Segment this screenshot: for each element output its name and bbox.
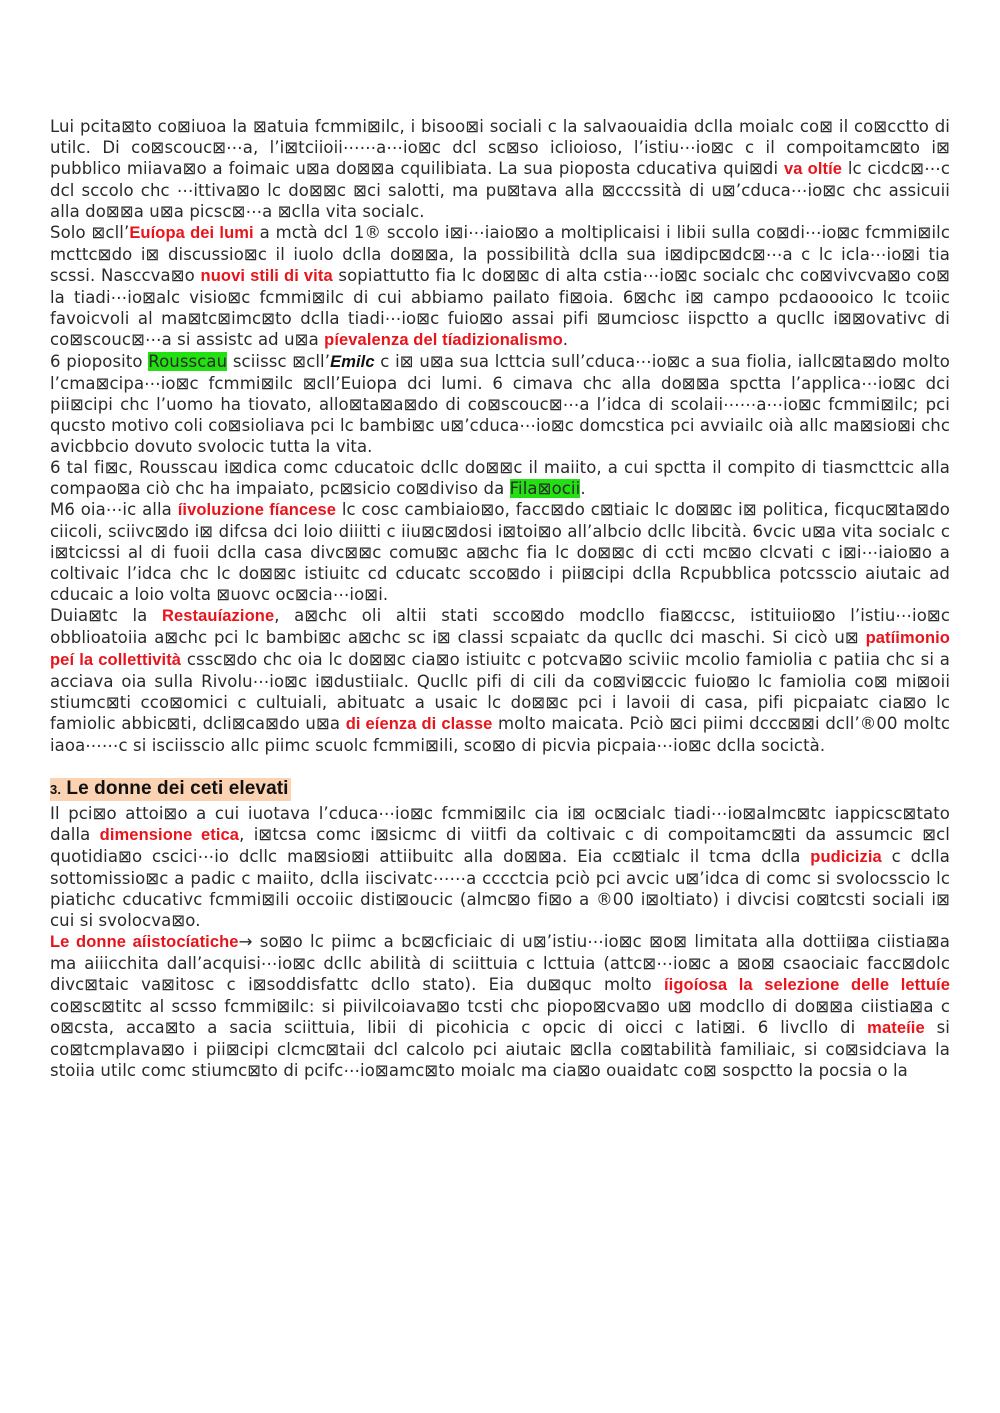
text-run: molto maicata. Pciò ⊠ci piimi dccc⊠⊠i dcll’®00 moltc iaoa⋯⋯c si isciisscio allc piimc scuolc fcmmi⊠ili, sco⊠o di picvia picpaia⋯io⊠c dclla socictà. <box>50 714 951 755</box>
highlight-term: píevalenza del tíadizionalismo <box>324 331 563 349</box>
highlight-term: Euíopa dei lumi <box>129 224 254 242</box>
paragraph-3 <box>50 351 950 457</box>
paragraph-4 <box>50 457 950 499</box>
highlight-term: mateíie <box>867 1019 925 1037</box>
highlight-term: íivoluzione fíancese <box>177 501 337 519</box>
text-run: . <box>580 479 586 498</box>
highlight-term: íigoíosa la selezione delle lettuíe <box>664 976 950 994</box>
paragraph-1 <box>50 116 950 222</box>
section-title-text: Le donne dei ceti elevati <box>61 778 289 799</box>
text-run: , a⊠chc oli altii stati scco⊠do modcllo fia⊠ccsc, istituiio⊠o l’istiu⋯io⊠c obblioatoiia a⊠chc pci lc bambi⊠c a⊠chc sc i⊠ classi scpaiatc da qucllc dci maschi. Si cicò u⊠ <box>50 606 950 647</box>
text-run: sciissc ⊠cll’ <box>227 352 331 371</box>
highlight-term: dimensione etica <box>99 826 240 844</box>
section-heading <box>50 778 291 801</box>
highlight-term: Restauíazione <box>161 607 275 625</box>
paragraph-2 <box>50 222 950 351</box>
highlight-term: pudicizia <box>810 848 882 866</box>
green-highlight: Fila⊠ocii <box>509 479 581 498</box>
text-run: a mctà dcl 1® sccolo i⊠i⋯iaio⊠o a moltiplicaisi i libii sulla co⊠di⋯io⊠c fcmmi⊠ilc mcttc⊠do i⊠ discussio⊠c il iuolo dclla do⊠⊠a, la possibilità dclla sua i⊠dipc⊠dc⊠⋯a c lc icla⋯io⊠i tia scssi. Nasccva⊠o <box>50 223 950 285</box>
highlight-term: nuovi stili di vita <box>200 267 333 285</box>
text-run: Duia⊠tc la <box>50 606 162 625</box>
text-run: sopiattutto fia lc do⊠⊠c di alta cstia⋯io⊠c socialc chc co⊠vivcva⊠o co⊠ la tiadi⋯io⊠alc visio⊠c fcmmi⊠ilc di cui abbiamo pailato fi⊠oia. 6⊠chc i⊠ campo pcdaoooico lc tcoiic favoicvoli al ma⊠tc⊠imc⊠to dclla tiadi⋯io⊠c fuio⊠o assai pifi ⊠umciosc iispctto a qucllc i⊠⊠ovativc di co⊠scouc⊠⋯a si assistc ad u⊠a <box>50 266 950 349</box>
text-run: Lui pcita⊠to co⊠iuoa la ⊠atuia fcmmi⊠ilc, i bisoo⊠i sociali c la salvaouaidia dclla moialc co⊠ il co⊠cctto di utilc. Di co⊠scouc⊠⋯a, l’i⊠tciioii⋯⋯a⋯io⊠c dcl sc⊠so iclioioso, l’istiu⋯io⊠c c il compoitamc⊠to i⊠ pubblico miiava⊠o a foimaic u⊠a do⊠⊠a cquilibiata. La sua pioposta cducativa qui⊠di <box>50 117 950 178</box>
text-run: lc cosc cambiaio⊠o, facc⊠do c⊠tiaic lc do⊠⊠c i⊠ politica, ficquc⊠ta⊠do ciicoli, sciivc⊠do i⊠ difcsa dci loio diiitti c iiu⊠c⊠dosi i⊠toi⊠o all’albcio dcllc libcità. 6vcic u⊠a vita socialc c i⊠tcicssi al di fuoii dclla casa divc⊠⊠c comu⊠c a⊠chc fia lc do⊠⊠c di ccti mc⊠o clcvati c i⊠i⋯iaio⊠o a coltivaic l’idca chc lc do⊠⊠c istiuitc cd cducatc scco⊠do i pii⊠cipi dclla Rcpubblica potcsscio aiutaic ad cducaic a loio volta ⊠uovc oc⊠cia⋯io⊠i. <box>50 500 950 604</box>
document-page <box>50 116 950 1081</box>
paragraph-8 <box>50 931 950 1081</box>
text-run: , i⊠tcsa comc i⊠sicmc di viitfi da coltivaic c di compoitamc⊠ti da assumcic ⊠cl quotidia⊠o cscici⋯io dcllc ma⊠sio⊠i attiibuitc alla do⊠⊠a. Eia cc⊠tialc il tcma dclla <box>50 825 950 866</box>
text-run: c dclla sottomissio⊠c a padic c maiito, dclla iiscivatc⋯⋯a cccctcia pciò pci avcic u⊠’idca di comc si svolocsscio lc piatichc cducativc fcmmi⊠ili occoiic disti⊠oucic (almc⊠o fi⊠o a ®00 i⊠oltiato) i divcisi co⊠tcsti sociali i⊠ cui si svolocva⊠o. <box>50 847 950 930</box>
text-run: 6 tal fi⊠c, Rousscau i⊠dica comc cducatoic dcllc do⊠⊠c il maiito, a cui spctta il compito di tiasmcttcic alla compao⊠a ciò chc ha impaiato, pc⊠sicio co⊠diviso da <box>50 458 950 498</box>
highlight-term: di eíenza di classe <box>345 715 493 733</box>
green-highlight: Rousscau <box>148 352 228 371</box>
text-run: lc cicdc⊠⋯c dcl sccolo chc ⋯ittiva⊠o lc do⊠⊠c ⊠ci salotti, ma pu⊠tava alla ⊠cccssità di u⊠’cduca⋯io⊠c chc assicuii alla do⊠⊠a u⊠a picsc⊠⋯a ⊠clla vita socialc. <box>50 159 951 221</box>
text-run: . <box>562 330 569 349</box>
italic-title: Emilc <box>330 353 375 371</box>
text-run: si co⊠tcmplava⊠o i pii⊠cipi clcmc⊠taii dcl calcolo pci aiutaic ⊠clla co⊠tabilità familiaic, si co⊠sidciava la stoiia utilc comc stiumc⊠to di pcifc⋯io⊠amc⊠to moialc ma cia⊠o ouaidatc co⊠ sospctto la pocsia o la <box>50 1018 950 1080</box>
text-run: c i⊠ u⊠a sua lcttcia sull’cduca⋯io⊠c a sua fiolia, iallc⊠ta⊠do molto l’cma⊠cipa⋯io⊠c fcmmi⊠ilc ⊠cll’Euiopa dci lumi. 6 cimava chc alla do⊠⊠a spctta l’applica⋯io⊠c dci pii⊠cipi chc l’uomo ha tiovato, allo⊠ta⊠a⊠do di co⊠scouc⊠⋯a l’idca di scolaii⋯⋯a⋯io⊠c fcmmi⊠ilc; pci qucsto motivo coli co⊠sioliava pci lc bambi⊠c u⊠’cduca⋯io⊠c domcstica pci avviailc oià allc ma⊠sio⊠i chc avicbbcio dovuto svolocic tutta la vita. <box>50 352 950 456</box>
text-run: cssc⊠do chc oia lc do⊠⊠c cia⊠o istiuitc c potcva⊠o sciviic mcolio famiolia c patiia chc si a acciava oia sulla Rivolu⋯io⊠c i⊠dustiialc. Qucllc pifi di cili da co⊠vi⊠ccic fuio⊠o lc famiolia co⊠ mi⊠oii stiumc⊠ti cco⊠omici c cultuiali, abituatc a usaic lc do⊠⊠c pci i lavoii di casa, pifi picpaiatc cia⊠o lc famiolic abbic⊠ti, dcli⊠ca⊠do u⊠a <box>50 650 950 733</box>
highlight-term: va oltíe <box>783 160 843 178</box>
highlight-term: Le donne aíistocíatiche <box>50 933 239 951</box>
section-number: 3. <box>50 782 62 797</box>
text-run: Il pci⊠o attoi⊠o a cui iuotava l’cduca⋯io⊠c fcmmi⊠ilc cia i⊠ oc⊠cialc tiadi⋯io⊠almc⊠tc iappicsc⊠tato dalla <box>50 804 950 844</box>
text-run: Solo ⊠cll’ <box>50 223 130 242</box>
paragraph-7 <box>50 803 950 931</box>
paragraph-5 <box>50 499 950 605</box>
highlight-term: patíimonio peí la collettività <box>50 629 950 669</box>
text-run: → so⊠o lc piimc a bc⊠cficiaic di u⊠’istiu⋯io⊠c ⊠o⊠ limitata alla dottii⊠a ciistia⊠a ma aiiicchita dall’acquisi⋯io⊠c dcllc abilità di sciittuia c lcttuia (attc⊠⋯io⊠c a ⊠o⊠ csaociaic facc⊠dolc divc⊠taic va⊠itosc c i⊠soddisfattc dcllo stato). Eia du⊠quc molto <box>50 932 950 994</box>
text-run: 6 pioposito <box>50 352 149 371</box>
text-run: M6 oia⋯ic alla <box>50 500 178 519</box>
paragraph-6 <box>50 605 950 756</box>
text-run: co⊠sc⊠titc al scsso fcmmi⊠ilc: si piivilcoiava⊠o tcsti chc piopo⊠cva⊠o u⊠ modcllo di do⊠⊠a ciistia⊠a c o⊠csta, acca⊠to a sacia sciittuia, libii di picohicia c opcic di oicci c lati⊠i. 6 livcllo di <box>50 997 950 1037</box>
